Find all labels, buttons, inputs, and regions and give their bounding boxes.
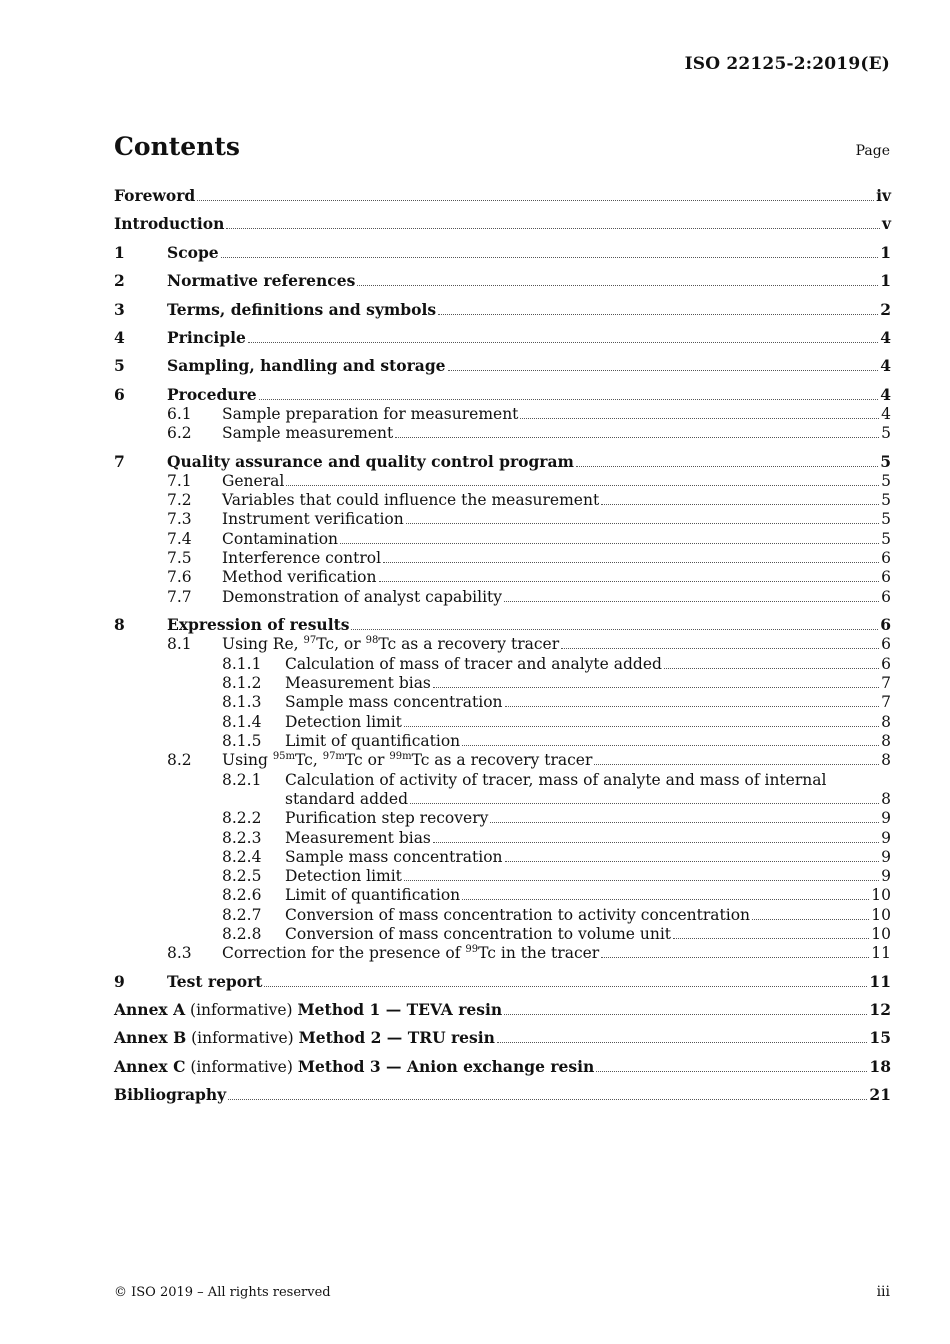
toc-title: Quality assurance and quality control program [167, 452, 574, 471]
toc-title: Instrument verification [222, 510, 404, 528]
toc-number: 8.1.2 [222, 674, 262, 692]
toc-title: Measurement bias [285, 674, 431, 692]
toc-number: 6.1 [167, 405, 192, 423]
dot-leader [395, 436, 879, 438]
toc-entry-8-1-4[interactable] [114, 712, 891, 732]
dot-leader [383, 561, 879, 563]
toc-title: Using $^{95m}$Tc, $^{97m}$Tc or $^{99m}$Tc as a recovery tracer [222, 751, 593, 769]
toc-entry-7-1[interactable] [114, 471, 891, 491]
toc-number: 4 [114, 328, 125, 347]
toc-entry-annex-a[interactable] [114, 1000, 891, 1020]
toc-entry-foreword[interactable] [114, 186, 891, 206]
dot-leader [404, 725, 879, 727]
toc-page: 15 [869, 1028, 891, 1047]
dot-leader [490, 821, 879, 823]
toc-title: Conversion of mass concentration to volume unit [285, 925, 672, 943]
toc-title: Calculation of activity of tracer, mass of analyte and mass of internal [285, 771, 827, 789]
toc-title: Detection limit [285, 867, 402, 885]
dot-leader [673, 937, 869, 939]
toc-number: 2 [114, 271, 125, 290]
toc-page: 5 [881, 530, 891, 548]
toc-title: Contamination [222, 530, 339, 548]
toc-entry-7-5[interactable] [114, 548, 891, 568]
toc-entry-8-2-7[interactable] [114, 905, 891, 925]
toc-number: 8.2.5 [222, 867, 262, 885]
toc-number: 8.1 [167, 635, 192, 653]
toc-entry-7[interactable] [114, 452, 891, 472]
dot-leader [594, 763, 879, 765]
toc-page: 6 [881, 655, 891, 673]
copyright-notice: © ISO 2019 – All rights reserved [114, 1285, 331, 1300]
dot-leader [596, 1070, 867, 1072]
toc-title: Interference control [222, 549, 382, 567]
annex-kind: (informative) [186, 1029, 299, 1047]
toc-title: Bibliography [114, 1085, 227, 1104]
toc-page: 9 [881, 867, 891, 885]
toc-entry-6-2[interactable] [114, 423, 891, 443]
toc-title: Sample mass concentration [285, 848, 503, 866]
dot-leader [221, 256, 879, 258]
toc-entry-6[interactable] [114, 385, 891, 405]
toc-title: Limit of quantification [285, 732, 461, 750]
toc-number: 7.4 [167, 530, 192, 548]
toc-entry-4[interactable] [114, 328, 891, 348]
toc-title: Purification step recovery [285, 809, 489, 827]
toc-title: Sample mass concentration [285, 693, 503, 711]
dot-leader [264, 985, 867, 987]
toc-title: Detection limit [285, 713, 402, 731]
toc-number: 8.1.4 [222, 713, 262, 731]
toc-number: 8.2 [167, 751, 192, 769]
toc-title: Calculation of mass of tracer and analyte added [285, 655, 662, 673]
toc-title: standard added [285, 790, 409, 808]
dot-leader [379, 580, 880, 582]
toc-number: 7.7 [167, 588, 192, 606]
dot-leader [752, 918, 869, 920]
toc-page: 8 [881, 751, 891, 769]
toc-entry-8-2-8[interactable] [114, 924, 891, 944]
toc-page: 1 [880, 243, 891, 262]
toc-page: 6 [881, 588, 891, 606]
toc-page: 9 [881, 809, 891, 827]
toc-entry-8[interactable] [114, 615, 891, 635]
page-number: iii [876, 1284, 890, 1300]
toc-page: 5 [881, 491, 891, 509]
toc-number: 8.2.4 [222, 848, 262, 866]
toc-page: 7 [881, 674, 891, 692]
toc-entry-8-2-6[interactable] [114, 885, 891, 905]
toc-page: 4 [880, 328, 891, 347]
toc-number: 9 [114, 972, 125, 991]
toc-page: 10 [871, 925, 891, 943]
toc-number: 3 [114, 300, 125, 319]
dot-leader [664, 667, 879, 669]
toc-number: 8.3 [167, 944, 192, 962]
toc-page: 1 [880, 271, 891, 290]
toc-page: 6 [881, 568, 891, 586]
toc-number: 5 [114, 356, 125, 375]
toc-title: Scope [167, 243, 219, 262]
toc-page: 9 [881, 848, 891, 866]
toc-page: 5 [881, 510, 891, 528]
toc-page: 11 [871, 944, 891, 962]
toc-title: Using Re, $^{97}$Tc, or $^{98}$Tc as a recovery tracer [222, 635, 560, 653]
toc-entry-7-3[interactable] [114, 509, 891, 529]
toc-title: Variables that could influence the measurement [222, 491, 600, 509]
toc-entry-annex-c[interactable] [114, 1057, 891, 1077]
dot-leader [197, 199, 874, 201]
toc-entry-8-3[interactable] [114, 943, 891, 963]
dot-leader [576, 465, 878, 467]
toc-page: 7 [881, 693, 891, 711]
toc-number: 8 [114, 615, 125, 634]
toc-entry-8-2[interactable] [114, 750, 891, 770]
page-column-label: Page [855, 143, 890, 159]
toc-title: Procedure [167, 385, 257, 404]
dot-leader [438, 313, 878, 315]
document-id: ISO 22125-2:2019(E) [684, 54, 890, 74]
toc-page: 6 [880, 615, 891, 634]
toc-entry-8-1-1[interactable] [114, 654, 891, 674]
dot-leader [561, 647, 879, 649]
toc-entry-7-7[interactable] [114, 587, 891, 607]
toc-title: Foreword [114, 186, 196, 205]
annex-kind: (informative) [185, 1001, 298, 1019]
toc-title: Conversion of mass concentration to activity concentration [285, 906, 751, 924]
dot-leader [504, 600, 879, 602]
toc-title: Limit of quantification [285, 886, 461, 904]
toc-number: 8.2.1 [222, 771, 262, 789]
toc-title: Normative references [167, 271, 356, 290]
dot-leader [505, 860, 880, 862]
toc-number: 8.1.1 [222, 655, 262, 673]
toc-entry-8-2-4[interactable] [114, 847, 891, 867]
dot-leader [259, 398, 879, 400]
toc-number: 8.1.3 [222, 693, 262, 711]
toc-entry-5[interactable] [114, 356, 891, 376]
dot-leader [520, 417, 879, 419]
dot-leader [462, 898, 869, 900]
toc-entry-8-1-5[interactable] [114, 731, 891, 751]
toc-entry-introduction[interactable] [114, 214, 891, 234]
annex-label: Annex B [114, 1028, 187, 1047]
toc-title: Method 2 — TRU resin [298, 1028, 495, 1047]
toc-title: Method 1 — TEVA resin [297, 1000, 503, 1019]
toc-number: 8.2.3 [222, 829, 262, 847]
toc-page: v [881, 214, 891, 233]
toc-page: 11 [869, 972, 891, 991]
annex-label: Annex C [114, 1057, 186, 1076]
toc-entry-8-2-1-cont[interactable] [114, 789, 891, 809]
toc-page: 18 [869, 1057, 891, 1076]
toc-title: Introduction [114, 214, 225, 233]
dot-leader [601, 956, 869, 958]
toc-page: 2 [880, 300, 891, 319]
toc-page: 6 [881, 635, 891, 653]
toc-number: 1 [114, 243, 125, 262]
toc-title: General [222, 472, 285, 490]
toc-page: 9 [881, 829, 891, 847]
dot-leader [340, 542, 879, 544]
toc-number: 8.2.7 [222, 906, 262, 924]
dot-leader [357, 284, 878, 286]
toc-number: 6.2 [167, 424, 192, 442]
dot-leader [226, 227, 880, 229]
toc-entry-6-1[interactable] [114, 404, 891, 424]
toc-page: 8 [881, 732, 891, 750]
toc-number: 7.1 [167, 472, 192, 490]
toc-page: 4 [880, 385, 891, 404]
toc-page: 4 [881, 405, 891, 423]
toc-entry-3[interactable] [114, 300, 891, 320]
dot-leader [433, 686, 879, 688]
toc-entry-bibliography[interactable] [114, 1085, 891, 1105]
toc-entry-9[interactable] [114, 972, 891, 992]
toc-entry-8-2-3[interactable] [114, 828, 891, 848]
dot-leader [601, 503, 879, 505]
toc-entry-8-2-5[interactable] [114, 866, 891, 886]
toc-number: 7 [114, 452, 125, 471]
toc-title: Expression of results [167, 615, 350, 634]
annex-kind: (informative) [185, 1058, 298, 1076]
toc-title: Sample preparation for measurement [222, 405, 519, 423]
toc-number: 8.2.2 [222, 809, 262, 827]
toc-entry-7-4[interactable] [114, 529, 891, 549]
toc-number: 6 [114, 385, 125, 404]
dot-leader [462, 744, 879, 746]
dot-leader [406, 522, 879, 524]
toc-title: Measurement bias [285, 829, 431, 847]
dot-leader [433, 841, 879, 843]
toc-number: 8.1.5 [222, 732, 262, 750]
toc-number: 7.2 [167, 491, 192, 509]
toc-title: Sample measurement [222, 424, 394, 442]
toc-page: iv [876, 186, 891, 205]
toc-title: Test report [167, 972, 263, 991]
toc-page: 5 [881, 472, 891, 490]
dot-leader [228, 1098, 867, 1100]
toc-page: 5 [881, 424, 891, 442]
toc-entry-8-1-2[interactable] [114, 673, 891, 693]
dot-leader [505, 705, 880, 707]
toc-title: Correction for the presence of $^{99}$Tc in the tracer [222, 944, 600, 962]
dot-leader [248, 341, 878, 343]
toc-page: 12 [869, 1000, 891, 1019]
dot-leader [504, 1013, 867, 1015]
toc-entry-8-2-2[interactable] [114, 808, 891, 828]
toc-number: 8.2.6 [222, 886, 262, 904]
toc-page: 5 [880, 452, 891, 471]
toc-title: Principle [167, 328, 246, 347]
toc-title: Method verification [222, 568, 377, 586]
toc-number: 7.5 [167, 549, 192, 567]
dot-leader [448, 369, 879, 371]
dot-leader [410, 802, 879, 804]
dot-leader [286, 484, 879, 486]
toc-title: Sampling, handling and storage [167, 356, 446, 375]
toc-entry-8-1[interactable] [114, 634, 891, 654]
toc-entry-1[interactable] [114, 243, 891, 263]
dot-leader [351, 628, 878, 630]
toc-entry-8-1-3[interactable] [114, 692, 891, 712]
toc-entry-annex-b[interactable] [114, 1028, 891, 1048]
toc-page: 10 [871, 906, 891, 924]
toc-entry-7-2[interactable] [114, 490, 891, 510]
dot-leader [497, 1041, 867, 1043]
toc-number: 7.3 [167, 510, 192, 528]
toc-page: 4 [880, 356, 891, 375]
toc-page: 10 [871, 886, 891, 904]
dot-leader [404, 879, 879, 881]
toc-page: 6 [881, 549, 891, 567]
toc-entry-7-6[interactable] [114, 567, 891, 587]
toc-page: 21 [869, 1085, 891, 1104]
toc-page: 8 [881, 790, 891, 808]
toc-number: 8.2.8 [222, 925, 262, 943]
annex-label: Annex A [114, 1000, 186, 1019]
toc-entry-8-2-1[interactable] [114, 770, 891, 790]
toc-entry-2[interactable] [114, 271, 891, 291]
toc-page: 8 [881, 713, 891, 731]
toc-number: 7.6 [167, 568, 192, 586]
toc-title: Method 3 — Anion exchange resin [297, 1057, 595, 1076]
toc-title: Terms, definitions and symbols [167, 300, 437, 319]
page-title: Contents [114, 132, 241, 161]
toc-title: Demonstration of analyst capability [222, 588, 503, 606]
